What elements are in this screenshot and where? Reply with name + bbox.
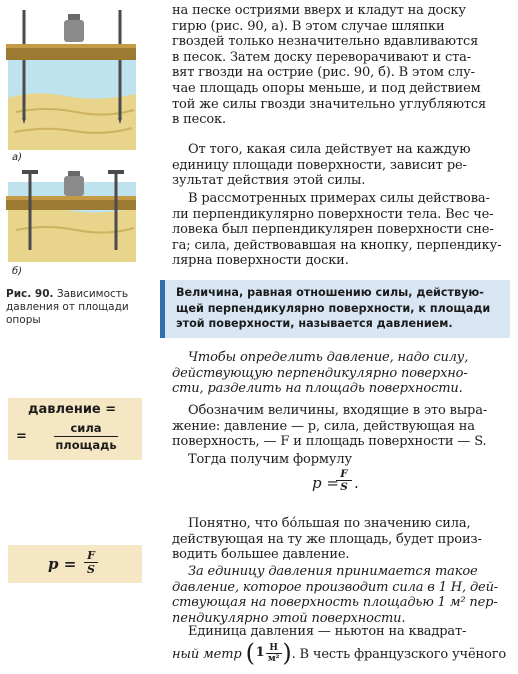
formula-lhs: p = [48, 555, 77, 573]
figure-label-b: б) [12, 266, 23, 277]
text-line: ли перпендикулярно поверхности тела. Вес че- [172, 206, 494, 222]
pressure-definition-box [8, 398, 142, 460]
figure-90-a [6, 0, 146, 163]
figure-label-a: а) [12, 152, 23, 163]
main-formula-denominator: S [340, 481, 348, 493]
text-line: в песок. [172, 112, 226, 128]
caption-number: Рис. 90. [6, 288, 54, 300]
text-line: зультат действия этой силы. [172, 173, 366, 189]
text-line: действующую перпендикулярно поверхно- [172, 365, 468, 381]
paragraph-6 [172, 452, 510, 468]
text-line: щей перпендикулярно поверхности, к площади [176, 301, 491, 315]
text-line: пендикулярно этой поверхности. [172, 610, 406, 626]
formula-denominator: S [87, 563, 95, 576]
pressure-formula-box [8, 545, 142, 583]
text-fragment: . В честь французского учёного [291, 646, 507, 662]
text-line: Величина, равная отношению силы, действую- [176, 286, 484, 299]
text-line: ствующая на поверхность площадью 1 м² пер- [172, 595, 498, 611]
text-line: той же силы гвозди значительно углубляются [172, 96, 487, 112]
main-formula-lhs: p = [312, 474, 339, 492]
definition-numerator: сила [54, 421, 118, 437]
highlight-text [176, 285, 490, 332]
text-line: действующая на ту же площадь, будет произ- [172, 531, 482, 547]
text-line: Единица давления — ньютон на квадрат- [188, 624, 467, 639]
text-line: За единицу давления принимается такое [188, 564, 478, 579]
text-line: вят гвозди на острие (рис. 90, б). В этом слу- [172, 65, 475, 81]
text-line: га; сила, действовавшая на кнопку, перпендику- [172, 237, 502, 253]
paragraph-9 [172, 624, 510, 666]
text-line: ловека был перпендикулярен поверхности сне- [172, 222, 494, 238]
text-fragment: ный метр [172, 646, 242, 662]
nails-on-sand-illustration-a [6, 0, 146, 150]
main-formula-fraction [336, 468, 352, 493]
text-line: единицу площади поверхности, зависит ре- [172, 157, 467, 173]
figure-90-b [6, 170, 146, 277]
main-formula-dot: . [354, 474, 359, 492]
text-line: поверхность, — F и площадь поверхности — S. [172, 434, 487, 450]
text-line: сти, разделить на площадь поверхности. [172, 381, 463, 397]
text-line: гвоздей только незначительно вдавливаются [172, 34, 479, 50]
unit-one: 1 [255, 644, 265, 660]
paragraph-3 [172, 191, 510, 269]
unit-paren-right: ) [282, 638, 292, 667]
unit-numerator: Н [266, 643, 282, 654]
text-line: жение: давление — p, сила, действующая на [172, 418, 475, 434]
paragraph-8-unit-definition [172, 564, 510, 626]
text-line: этой поверхности, называется давлением. [176, 317, 453, 330]
text-line: Чтобы определить давление, надо силу, [188, 350, 469, 365]
paragraph-2 [172, 142, 510, 189]
paragraph-4-rule [172, 350, 510, 397]
text-line: на песке остриями вверх и кладут на доску [172, 3, 466, 18]
text-line: водить большее давление. [172, 547, 350, 563]
main-formula-numerator: F [336, 468, 352, 481]
paragraph-5 [172, 403, 510, 450]
unit-fraction [266, 643, 282, 664]
paragraph-7 [172, 516, 510, 563]
text-line: Тогда получим формулу [188, 452, 352, 467]
unit-newton-per-square-meter [246, 640, 292, 666]
definition-equals: = [16, 429, 27, 444]
definition-term: давление = [28, 402, 117, 417]
definition-fraction [54, 421, 118, 452]
formula-fraction [84, 549, 98, 576]
text-line: Понятно, что бо́льшая по значению сила, [188, 516, 471, 531]
definition-highlight-box [160, 280, 510, 338]
definition-denominator: площадь [55, 438, 117, 452]
formula-numerator: F [84, 549, 98, 563]
text-line: Обозначим величины, входящие в это выра- [188, 403, 488, 418]
nails-on-sand-illustration-b [6, 170, 146, 262]
text-line: давление, которое производит сила в 1 Н, дей- [172, 579, 499, 595]
text-line: в песок. Затем доску переворачивают и ста- [172, 49, 471, 65]
unit-denominator: м² [267, 653, 280, 664]
main-formula [312, 468, 359, 493]
text-line: гирю (рис. 90, а). В этом случае шляпки [172, 18, 445, 34]
text-line-with-unit [172, 640, 510, 666]
figure-caption [6, 288, 146, 327]
text-line: В рассмотренных примерах силы действова- [188, 191, 490, 206]
text-line: лярна поверхности доски. [172, 253, 349, 269]
unit-paren-left: ( [245, 638, 255, 667]
paragraph-1 [172, 3, 510, 128]
caption-text: Зависимость давления от площади опоры [6, 288, 129, 326]
text-line: От того, какая сила действует на каждую [188, 142, 471, 157]
text-line: чае площадь опоры меньше, и под действием [172, 80, 481, 96]
